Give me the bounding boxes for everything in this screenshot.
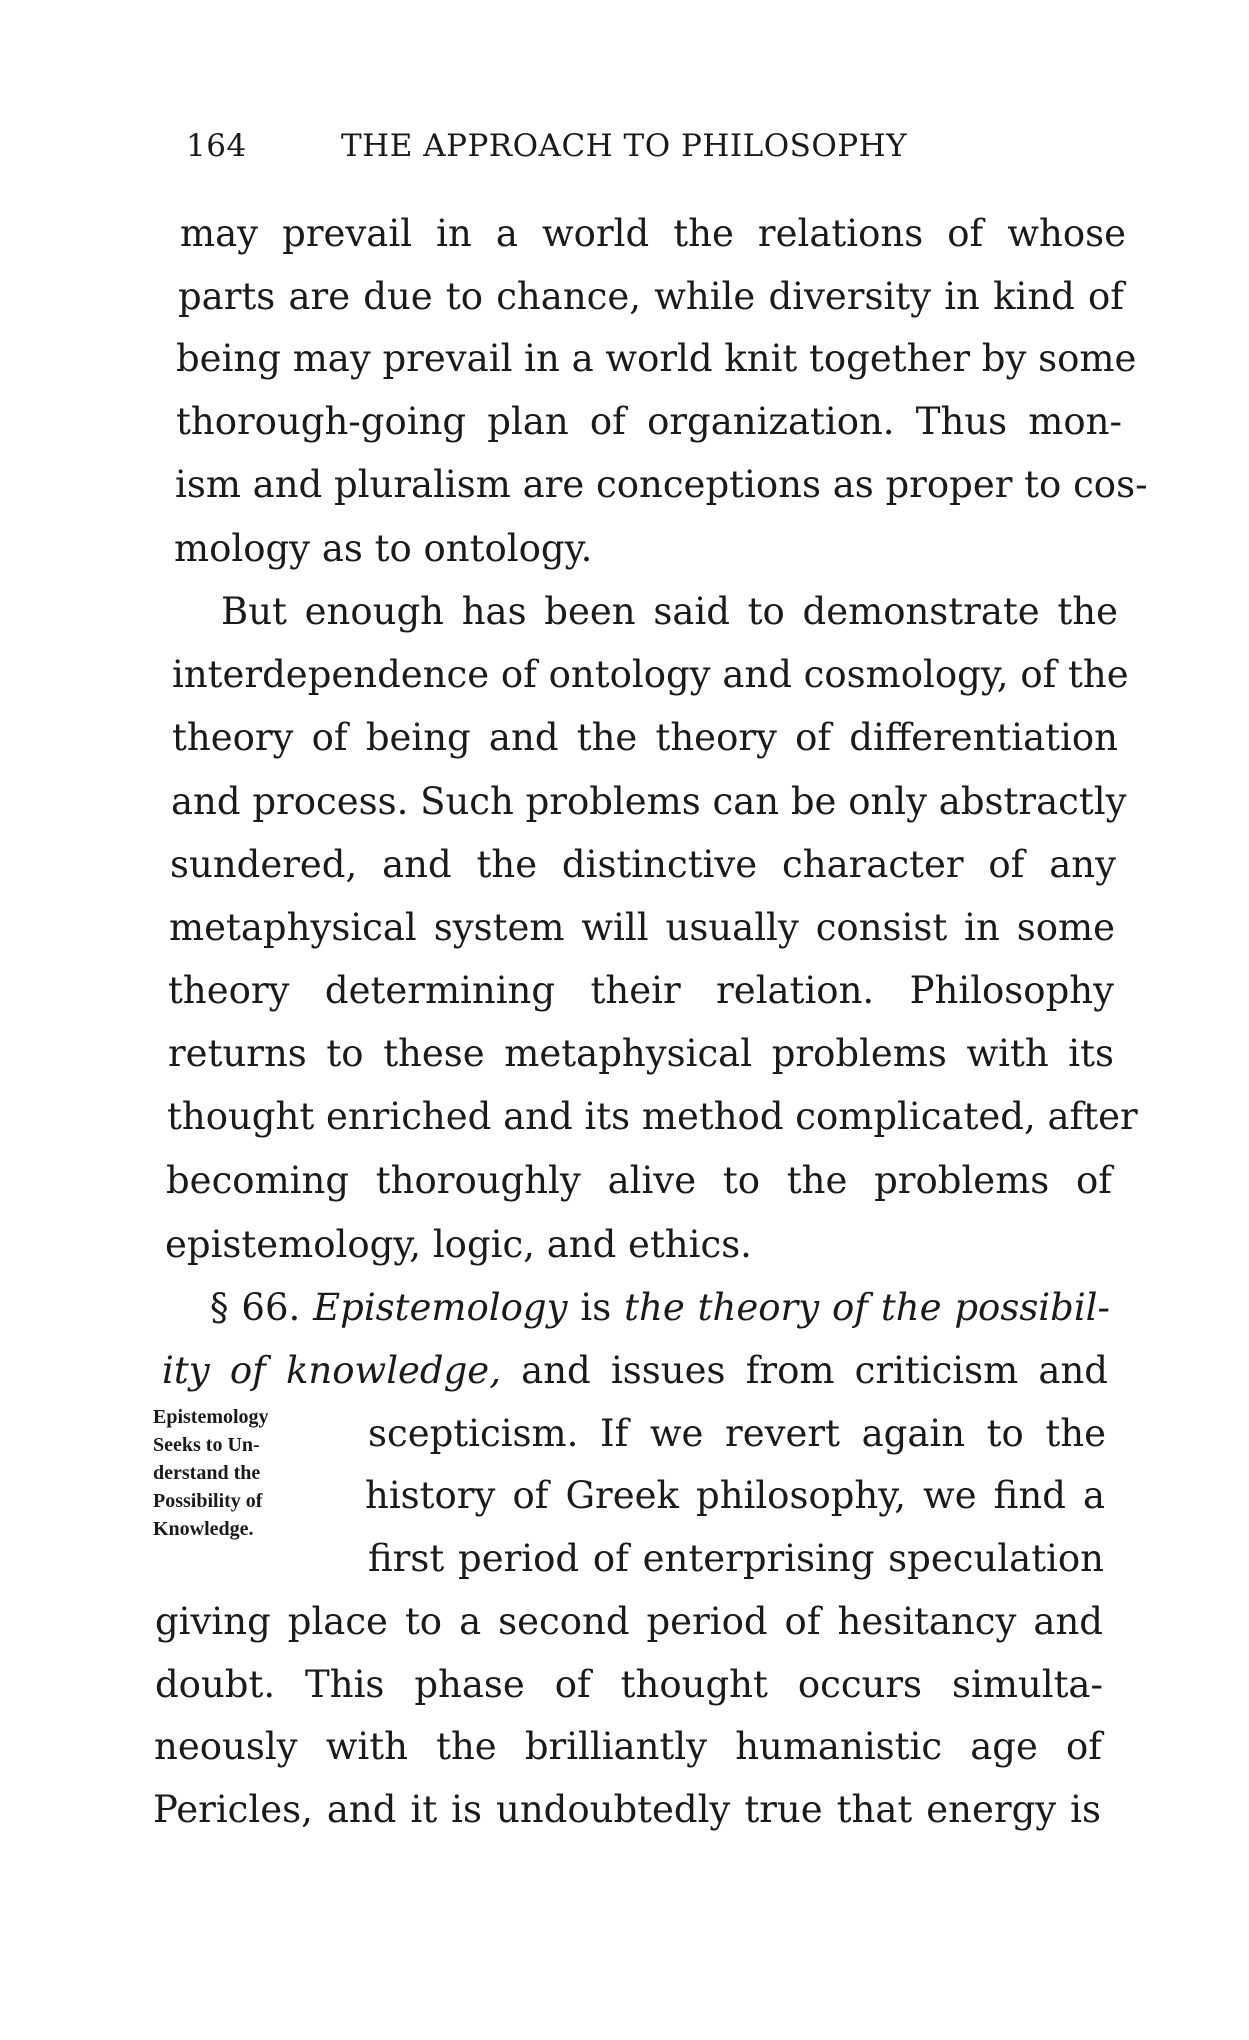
text-line: interdependence of ontology and cosmology, of the [172,653,1129,696]
text-line: sundered, and the distinctive character of any [170,843,1116,886]
text-line: metaphysical system will usually consist in some [169,906,1115,949]
definition-fragment: the theory of the possibil- [624,1286,1110,1329]
text-line: first period of enterprising speculation [368,1537,1104,1580]
definition-fragment: ity of knowledge, [162,1349,501,1392]
text-line: theory determining their relation. Philosophy [168,969,1114,1012]
text-line: becoming thoroughly alive to the problems of [166,1159,1112,1202]
text-line: scepticism. If we revert again to the [368,1412,1106,1455]
text-line: giving place to a second period of hesitancy and [155,1600,1103,1643]
text-line: ism and pluralism are conceptions as proper to cos- [175,463,1148,506]
page-number: 164 [186,128,247,164]
text-line: Pericles, and it is undoubtedly true that energy is [153,1788,1101,1831]
text-line: thought enriched and its method complicated, after [167,1095,1138,1138]
text-line: history of Greek philosophy, we find a [365,1474,1105,1517]
margin-note-line: Epistemology [153,1406,269,1428]
running-head [186,128,976,174]
section-heading-line [210,1286,1110,1329]
text-line: returns to these metaphysical problems with its [168,1032,1114,1075]
text-fragment: and issues from criticism and [521,1349,1108,1392]
text-line: thorough-going plan of organization. Thus mon- [176,400,1122,443]
running-title: THE APPROACH TO PHILOSOPHY [341,128,908,164]
margin-note [153,1403,363,1543]
text-line: But enough has been said to demonstrate the [221,590,1118,633]
margin-note-line: Seeks to Un- [153,1434,260,1456]
margin-note-line: Possibility of [153,1490,263,1512]
text-line: parts are due to chance, while diversity in kind of [178,275,1124,318]
text-line: being may prevail in a world knit together by some [176,337,1137,380]
section-term: Epistemology [313,1286,568,1329]
text-line: mology as to ontology. [174,527,593,570]
text-line: and process. Such problems can be only abstractly [171,780,1127,823]
text-line: doubt. This phase of thought occurs simulta- [155,1663,1103,1706]
text-line: may prevail in a world the relations of whose [180,212,1126,255]
margin-note-line: Knowledge. [153,1518,254,1540]
text-line: theory of being and the theory of differentiation [172,716,1118,759]
margin-note-line: derstand the [153,1462,261,1484]
text-fragment: is [580,1286,612,1329]
section-mark: § 66. [210,1286,301,1329]
text-line: epistemology, logic, and ethics. [165,1223,752,1266]
text-line [162,1349,1108,1392]
text-line: neously with the brilliantly humanistic age of [154,1725,1102,1768]
